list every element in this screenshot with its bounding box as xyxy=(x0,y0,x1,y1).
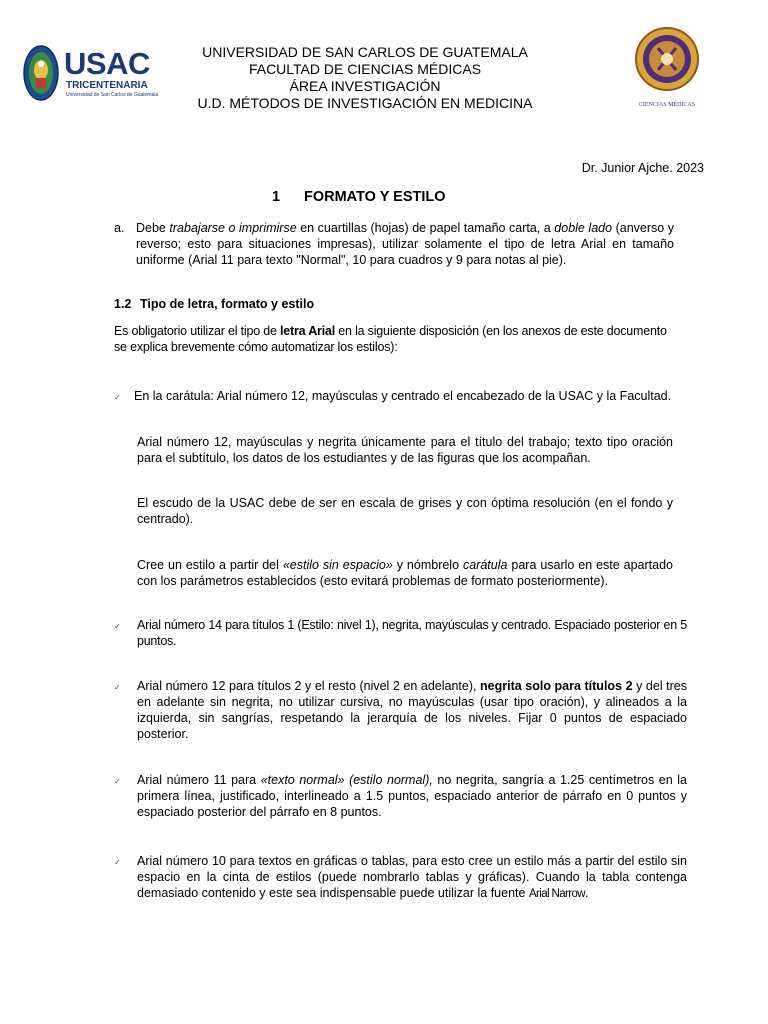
item-a-text-1: Debe xyxy=(136,221,170,235)
bullet-tablas-narrow-font: Arial Narrow xyxy=(528,888,585,900)
bullet-caratula xyxy=(114,388,684,406)
intro-text-2: en la siguiente disposición (en los anexos de este documento se explica brevemente cómo automatizar los estilos): xyxy=(114,324,667,354)
checkmark-icon: ✓ xyxy=(114,858,121,867)
usac-logo xyxy=(22,44,159,102)
caratula-p3-text-1: Cree un estilo a partir del xyxy=(137,558,283,572)
bullet-titulos-2-text-2: y del tres en adelante sin negrita, no utilizar cursiva, no mayúsculas (usar tipo oración), y alineados a la izquierda, sin sangrías, respetando la jerarquía de los niveles. Fijar 0 puntos de espaciado posterior. xyxy=(137,679,687,741)
item-a-text-3: (anverso y reverso; esto para situaciones impresas), utilizar solamente el tipo de letra Arial en tamaño uniforme (Arial 11 para texto "Normal", 10 para cuadros y 9 para notas al pie). xyxy=(136,221,674,267)
item-a-text-italic-1: trabajarse o imprimirse xyxy=(169,221,297,235)
bullet-tablas xyxy=(114,853,687,903)
intro-paragraph xyxy=(114,323,676,355)
bullet-titulos-2 xyxy=(114,678,687,744)
section-1-2-title: Tipo de letra, formato y estilo xyxy=(140,297,315,311)
bullet-caratula-text: En la carátula: Arial número 12, mayúsculas y centrado el encabezado de la USAC y la Facultad. xyxy=(134,389,672,403)
item-a-text-2: en cuartillas (hojas) de papel tamaño carta, a xyxy=(296,221,555,235)
item-a-label: a. xyxy=(114,221,125,235)
caratula-p3-text-2: y nómbrelo xyxy=(392,558,463,572)
caratula-paragraph-3 xyxy=(137,557,673,589)
bullet-texto-normal-text-1: Arial número 11 para xyxy=(137,773,261,787)
section-1-heading xyxy=(272,189,446,205)
bullet-texto-normal xyxy=(114,772,687,822)
intro-text-1: Es obligatorio utilizar el tipo de xyxy=(114,324,281,338)
item-a-text xyxy=(114,220,674,268)
bullet-texto-normal-italic: «texto normal» (estilo normal), xyxy=(260,773,433,787)
section-1-2-number: 1.2 xyxy=(114,297,132,311)
bullet-titulos-2-bold: negrita solo para títulos 2 xyxy=(480,679,633,693)
checkmark-icon: ✓ xyxy=(114,777,121,786)
caratula-paragraph-1: Arial número 12, mayúsculas y negrita únicamente para el título del trabajo; texto tipo oración para el subtítulo, los datos de los estudiantes y de las figuras que los acompañan. xyxy=(137,435,673,465)
checkmark-icon: ✓ xyxy=(114,683,121,692)
bullet-tablas-text-2: . xyxy=(585,886,589,900)
usac-seal-icon xyxy=(22,44,60,102)
item-a-text-italic-2: doble lado xyxy=(554,221,613,235)
checkmark-icon: ✓ xyxy=(114,622,121,631)
author-line: Dr. Junior Ajche. 2023 xyxy=(581,161,704,175)
checkmark-icon: ✓ xyxy=(114,393,121,402)
ciencias-medicas-seal-icon xyxy=(634,26,700,112)
section-1-number: 1 xyxy=(272,189,281,205)
header-title-block xyxy=(150,44,580,112)
bullet-tablas-text-1: Arial número 10 para textos en gráficas o tablas, para esto cree un estilo más a partir del estilo sin espacio en la cinta de estilos (puede nombrarlo tablas y gráficas). Cuando la tabla contenga demasiado contenido y este sea indispensable puede utilizar la fuente xyxy=(137,854,687,900)
intro-text-bold: letra Arial xyxy=(280,324,336,338)
header-line-faculty: FACULTAD DE CIENCIAS MÉDICAS xyxy=(248,61,482,77)
usac-logo-caption: Universidad de San Carlos de Guatemala xyxy=(66,92,159,98)
usac-logo-text: USAC xyxy=(64,46,150,81)
usac-logo-subtitle: TRICENTENARIA xyxy=(66,80,148,91)
caratula-p3-italic-2: carátula xyxy=(462,558,508,572)
header-line-unit: U.D. MÉTODOS DE INVESTIGACIÓN EN MEDICINA xyxy=(197,95,533,111)
bullet-tablas-text xyxy=(137,853,687,902)
section-1-title: FORMATO Y ESTILO xyxy=(304,189,446,205)
bullet-titulos-1 xyxy=(114,617,687,651)
bullet-texto-normal-text-2: no negrita, sangría a 1.25 centímetros en la primera línea, justificado, interlineado a 1.5 puntos, espaciado anterior de párrafo en 0 puntos y espaciado posterior del párrafo en 8 puntos. xyxy=(137,773,687,819)
header-line-university: UNIVERSIDAD DE SAN CARLOS DE GUATEMALA xyxy=(202,44,528,60)
bullet-texto-normal-text xyxy=(137,772,687,820)
bullet-titulos-2-text xyxy=(137,678,687,742)
header-line-area: ÁREA INVESTIGACIÓN xyxy=(289,78,441,94)
bullet-titulos-1-text: Arial número 14 para títulos 1 (Estilo: nivel 1), negrita, mayúsculas y centrado. Espaciado posterior en 5 puntos. xyxy=(137,618,687,648)
caratula-p3-text-3: para usarlo en este apartado con los parámetros establecidos (esto evitará problemas de formato posteriormente). xyxy=(137,558,673,588)
item-a-paragraph xyxy=(114,220,674,268)
section-1-2-heading xyxy=(114,297,314,311)
bullet-titulos-2-text-1: Arial número 12 para títulos 2 y el resto (nivel 2 en adelante), xyxy=(137,679,481,693)
caratula-paragraph-2: El escudo de la USAC debe de ser en escala de grises y con óptima resolución (en el fondo y centrado). xyxy=(137,496,673,526)
ciencias-medicas-caption: CIENCIAS MÉDICAS xyxy=(638,102,696,108)
caratula-p3-italic-1: «estilo sin espacio» xyxy=(282,558,393,572)
